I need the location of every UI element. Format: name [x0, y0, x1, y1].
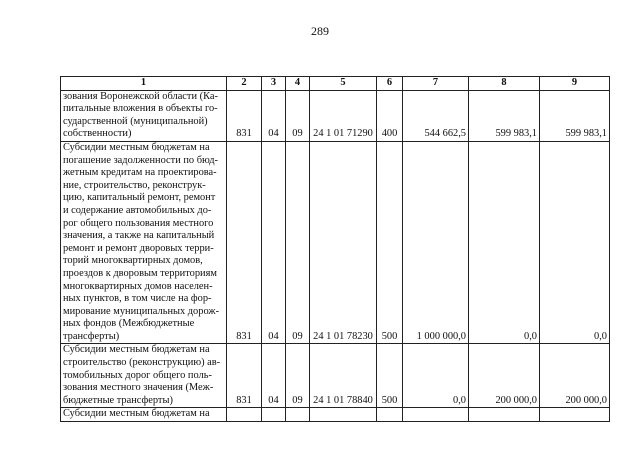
amount-year1-cell: 544 662,5: [403, 90, 469, 141]
description-line: зования местного значения (Меж-: [63, 382, 214, 394]
header-cell: 5: [310, 77, 377, 91]
empty-cell: [227, 408, 262, 422]
section-code-cell: 04: [262, 141, 286, 344]
description-line: жетным кредитам на проектирова-: [63, 167, 217, 179]
page-number: 289: [311, 24, 329, 38]
description-line: питальные вложения в объекты го-: [63, 103, 218, 115]
section-code-cell: 04: [262, 90, 286, 141]
header-cell: 9: [540, 77, 610, 91]
budget-table: [60, 76, 610, 422]
header-cell: 7: [403, 77, 469, 91]
table-row: [61, 408, 610, 422]
amount-year2-cell: 0,0: [469, 141, 540, 344]
empty-cell: [286, 408, 310, 422]
description-line: многоквартирных домов населен-: [63, 280, 213, 292]
empty-cell: [262, 408, 286, 422]
ministry-code-cell: 831: [227, 141, 262, 344]
description-line: ние, строительство, реконструк-: [63, 179, 206, 191]
empty-cell: [469, 408, 540, 422]
description-line: и содержание автомобильных до-: [63, 204, 212, 216]
amount-year2-cell: 599 983,1: [469, 90, 540, 141]
description-line: погашение задолженности по бюд-: [63, 154, 218, 166]
row-description: Субсидии местным бюджетам на: [61, 408, 227, 422]
row-description: [61, 141, 227, 344]
description-line: томобильных дорог общего поль-: [63, 369, 212, 381]
row-description: [61, 344, 227, 408]
description-line: цию, капитальный ремонт, ремонт: [63, 192, 216, 204]
description-line: собственности): [63, 128, 132, 140]
description-line: торий многоквартирных домов,: [63, 255, 203, 267]
amount-year3-cell: 599 983,1: [540, 90, 610, 141]
table-row: [61, 344, 610, 408]
description-line: ных фондов (Межбюджетные: [63, 318, 195, 330]
header-cell: 8: [469, 77, 540, 91]
header-row: [61, 77, 610, 91]
target-article-cell: 24 1 01 71290: [310, 90, 377, 141]
description-line: зования Воронежской области (Ка-: [63, 90, 218, 102]
subsection-code-cell: 09: [286, 141, 310, 344]
target-article-cell: 24 1 01 78840: [310, 344, 377, 408]
target-article-cell: 24 1 01 78230: [310, 141, 377, 344]
empty-cell: [377, 408, 403, 422]
empty-cell: [310, 408, 377, 422]
description-line: ремонт и ремонт дворовых терри-: [63, 242, 214, 254]
expense-type-cell: 400: [377, 90, 403, 141]
subsection-code-cell: 09: [286, 344, 310, 408]
header-cell: 6: [377, 77, 403, 91]
description-line: мирование муниципальных дорож-: [63, 305, 220, 317]
amount-year3-cell: 200 000,0: [540, 344, 610, 408]
table-row: [61, 90, 610, 141]
ministry-code-cell: 831: [227, 90, 262, 141]
description-line: Субсидии местным бюджетам на: [63, 141, 210, 153]
expense-type-cell: 500: [377, 344, 403, 408]
description-line: рог общего пользования местного: [63, 217, 214, 229]
empty-cell: [540, 408, 610, 422]
table-row: [61, 141, 610, 344]
subsection-code-cell: 09: [286, 90, 310, 141]
section-code-cell: 04: [262, 344, 286, 408]
empty-cell: [403, 408, 469, 422]
header-cell: 2: [227, 77, 262, 91]
description-line: Субсидии местным бюджетам на: [63, 344, 210, 356]
amount-year2-cell: 200 000,0: [469, 344, 540, 408]
header-cell: 1: [61, 77, 227, 91]
description-line: бюджетные трансферты): [63, 394, 173, 406]
description-line: значения, а также на капитальный: [63, 230, 215, 242]
description-line: проездов к дворовым территориям: [63, 267, 217, 279]
expense-type-cell: 500: [377, 141, 403, 344]
header-cell: 3: [262, 77, 286, 91]
ministry-code-cell: 831: [227, 344, 262, 408]
amount-year1-cell: 1 000 000,0: [403, 141, 469, 344]
amount-year3-cell: 0,0: [540, 141, 610, 344]
description-line: трансферты): [63, 330, 120, 342]
description-line: строительство (реконструкцию) ав-: [63, 357, 221, 369]
header-cell: 4: [286, 77, 310, 91]
description-line: сударственной (муниципальной): [63, 115, 208, 127]
row-description: [61, 90, 227, 141]
amount-year1-cell: 0,0: [403, 344, 469, 408]
description-line: ных пунктов, в том числе на фор-: [63, 293, 212, 305]
